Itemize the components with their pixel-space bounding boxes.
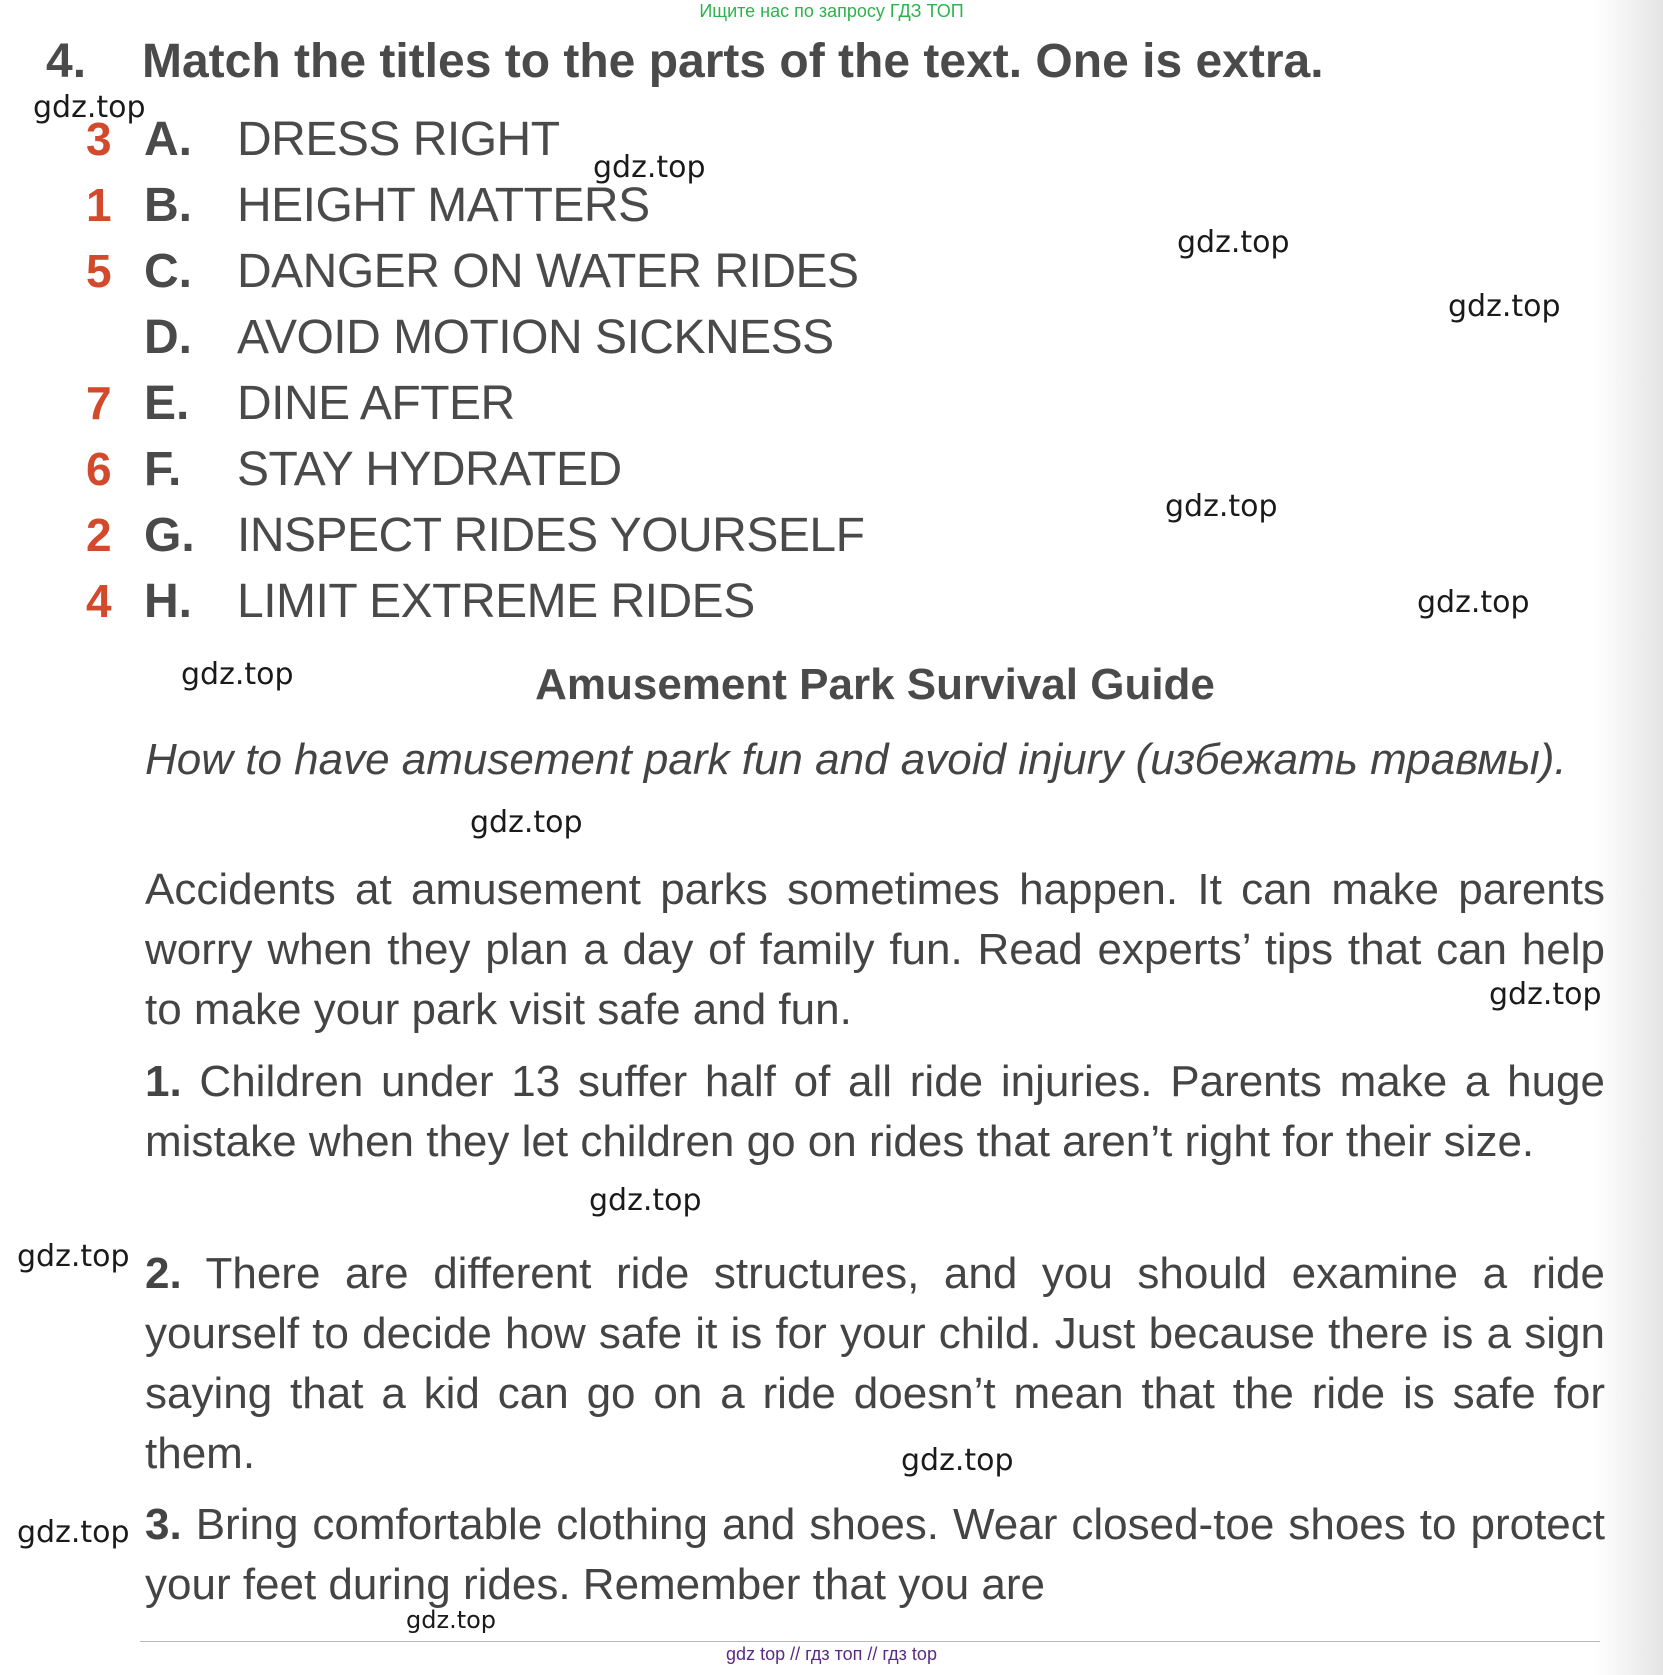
paragraph-number: 2. (145, 1249, 182, 1298)
option-letter: B. (144, 179, 192, 232)
paragraph-3 (145, 1495, 1605, 1615)
paragraph-text: Children under 13 suffer half of all ride injuries. Parents make a huge mistake when they let children go on rides that aren’t right for their size. (145, 1057, 1605, 1166)
watermark: gdz.top (589, 1183, 702, 1218)
guide-intro: Accidents at amusement parks sometimes happen. It can make parents worry when they plan a day of family fun. Read experts’ tips that can help to make your park visit safe and fun. (145, 865, 1605, 1034)
guide-title: Amusement Park Survival Guide (535, 660, 1215, 709)
option-answer: 2 (86, 509, 112, 561)
option-letter: H. (144, 575, 192, 628)
watermark: gdz.top (17, 1239, 130, 1274)
option-title: STAY HYDRATED (237, 443, 622, 496)
paragraph-2 (145, 1244, 1605, 1484)
option-title: AVOID MOTION SICKNESS (237, 311, 834, 364)
task-instruction: Match the titles to the parts of the text. One is extra. (142, 35, 1324, 88)
watermark: gdz.top (593, 150, 706, 185)
option-answer: 7 (86, 377, 112, 429)
option-letter: F. (144, 443, 182, 496)
option-answer: 5 (86, 245, 112, 297)
watermark: gdz.top (901, 1443, 1014, 1478)
option-answer: 6 (86, 443, 112, 495)
paragraph-number: 1. (145, 1057, 182, 1106)
option-letter: A. (144, 113, 192, 166)
option-title: DRESS RIGHT (237, 113, 560, 166)
watermark: gdz.top (1177, 225, 1290, 260)
task-heading (46, 34, 1324, 89)
watermark: gdz.top (17, 1515, 130, 1550)
option-answer: 4 (86, 575, 112, 627)
option-title: LIMIT EXTREME RIDES (237, 575, 755, 628)
watermark: gdz.top (1165, 489, 1278, 524)
watermark: gdz.top (1448, 289, 1561, 324)
paragraph-number: 3. (145, 1500, 182, 1549)
paragraph-text: There are different ride structures, and you should examine a ride yourself to decide how safe it is for your child. Just because there is a sign saying that a kid can go on a ride doesn’t mean that the ride is safe for them. (145, 1249, 1605, 1478)
option-letter: G. (144, 509, 195, 562)
bottom-divider (140, 1641, 1600, 1642)
option-answer: 1 (86, 179, 112, 231)
guide-subtitle: How to have amusement park fun and avoid injury (избежать травмы). (145, 735, 1567, 784)
option-title: DANGER ON WATER RIDES (237, 245, 859, 298)
option-letter: C. (144, 245, 192, 298)
paragraph-1 (145, 1052, 1605, 1172)
option-title: DINE AFTER (237, 377, 515, 430)
option-letter: D. (144, 311, 192, 364)
watermark: gdz.top (1417, 585, 1530, 620)
option-title: INSPECT RIDES YOURSELF (237, 509, 865, 562)
watermark: gdz.top (470, 805, 583, 840)
paragraph-text: Bring comfortable clothing and shoes. Wear closed-toe shoes to protect your feet during rides. Remember that you are (145, 1500, 1605, 1609)
watermark: gdz.top (33, 90, 146, 125)
option-answer: 3 (86, 113, 112, 165)
watermark: gdz.top (1489, 977, 1602, 1012)
watermark: gdz.top (181, 657, 294, 692)
footer-links: gdz top // гдз топ // гдз top (726, 1644, 937, 1664)
watermark: gdz.top (406, 1606, 497, 1634)
option-title: HEIGHT MATTERS (237, 179, 650, 232)
header-note: Ищите нас по запросу ГДЗ ТОП (699, 1, 964, 21)
option-letter: E. (144, 377, 190, 430)
task-number: 4. (46, 35, 87, 88)
